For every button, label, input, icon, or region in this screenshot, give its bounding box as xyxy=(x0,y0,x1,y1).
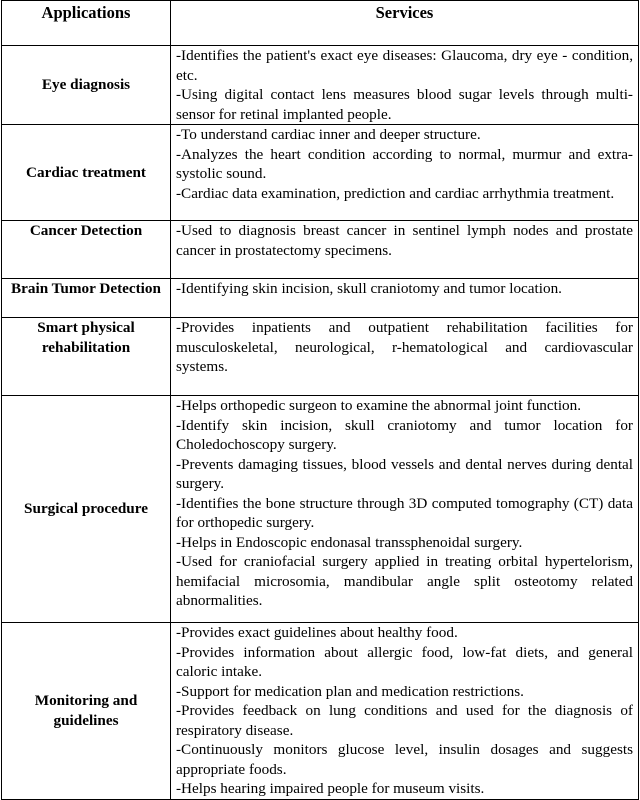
service-item: -Identifies the bone structure through 3D computed tomography (CT) data for orthopedic surgery. xyxy=(176,494,633,531)
service-item: -Helps hearing impaired people for museum visits. xyxy=(176,780,485,797)
service-item: -Used for craniofacial surgery applied in treating orbital hypertelorism, hemifacial microsomia, mandibular angle split osteotomy related abnormalities. xyxy=(176,553,633,609)
service-item: -Provides information about allergic food, low-fat diets, and general caloric intake. xyxy=(176,643,633,680)
services-cell xyxy=(171,46,639,125)
services-cell xyxy=(171,125,639,221)
table-row xyxy=(2,318,639,396)
service-item: -Helps orthopedic surgeon to examine the abnormal joint function. xyxy=(176,397,582,414)
service-item: -Prevents damaging tissues, blood vessels and dental nerves during dental surgery. xyxy=(176,455,633,492)
application-name: Brain Tumor Detection xyxy=(2,279,171,318)
service-item: -Identifying skin incision, skull craniotomy and tumor location. xyxy=(176,280,562,297)
table-row xyxy=(2,221,639,279)
application-name: Eye diagnosis xyxy=(2,46,171,125)
application-name: Monitoring and guidelines xyxy=(2,623,171,800)
service-item: -Continuously monitors glucose level, insulin dosages and suggests appropriate foods. xyxy=(176,741,633,778)
services-cell xyxy=(171,221,639,279)
service-item: -Analyzes the heart condition according to normal, murmur and extra-systolic sound. xyxy=(176,145,633,182)
service-item: -Provides inpatients and outpatient rehabilitation facilities for musculoskeletal, neurological, r-hematological and cardiovascular systems. xyxy=(176,319,633,375)
table-row xyxy=(2,623,639,800)
applications-services-table xyxy=(1,0,639,800)
service-item: -Support for medication plan and medication restrictions. xyxy=(176,682,524,700)
application-name: Cardiac treatment xyxy=(2,125,171,221)
header-applications: Applications xyxy=(2,1,171,46)
header-row xyxy=(2,1,639,46)
service-item: -Cardiac data examination, prediction and cardiac arrhythmia treatment. xyxy=(176,184,615,202)
service-item: -Helps in Endoscopic endonasal transsphenoidal surgery. xyxy=(176,533,523,551)
services-cell xyxy=(171,396,639,623)
table-row xyxy=(2,279,639,318)
service-item: -Provides exact guidelines about healthy food. xyxy=(176,624,458,641)
table-row xyxy=(2,396,639,623)
application-name: Smart physical rehabilitation xyxy=(2,318,171,396)
application-name: Surgical procedure xyxy=(2,396,171,623)
services-cell xyxy=(171,279,639,318)
application-name: Cancer Detection xyxy=(2,221,171,279)
services-cell xyxy=(171,623,639,800)
service-item: -Identify skin incision, skull craniotomy and tumor location for Choledochoscopy surgery. xyxy=(176,416,633,453)
table-row xyxy=(2,46,639,125)
service-item: -To understand cardiac inner and deeper structure. xyxy=(176,126,481,143)
table-row xyxy=(2,125,639,221)
service-item: -Using digital contact lens measures blood sugar levels through multi-sensor for retinal implanted people. xyxy=(176,86,633,123)
service-item: -Identifies the patient's exact eye diseases: Glaucoma, dry eye - condition, etc. xyxy=(176,47,633,84)
services-cell xyxy=(171,318,639,396)
service-item: -Used to diagnosis breast cancer in sentinel lymph nodes and prostate cancer in prostatectomy specimens. xyxy=(176,222,633,259)
header-services: Services xyxy=(171,1,639,46)
service-item: -Provides feedback on lung conditions and used for the diagnosis of respiratory disease. xyxy=(176,702,633,739)
